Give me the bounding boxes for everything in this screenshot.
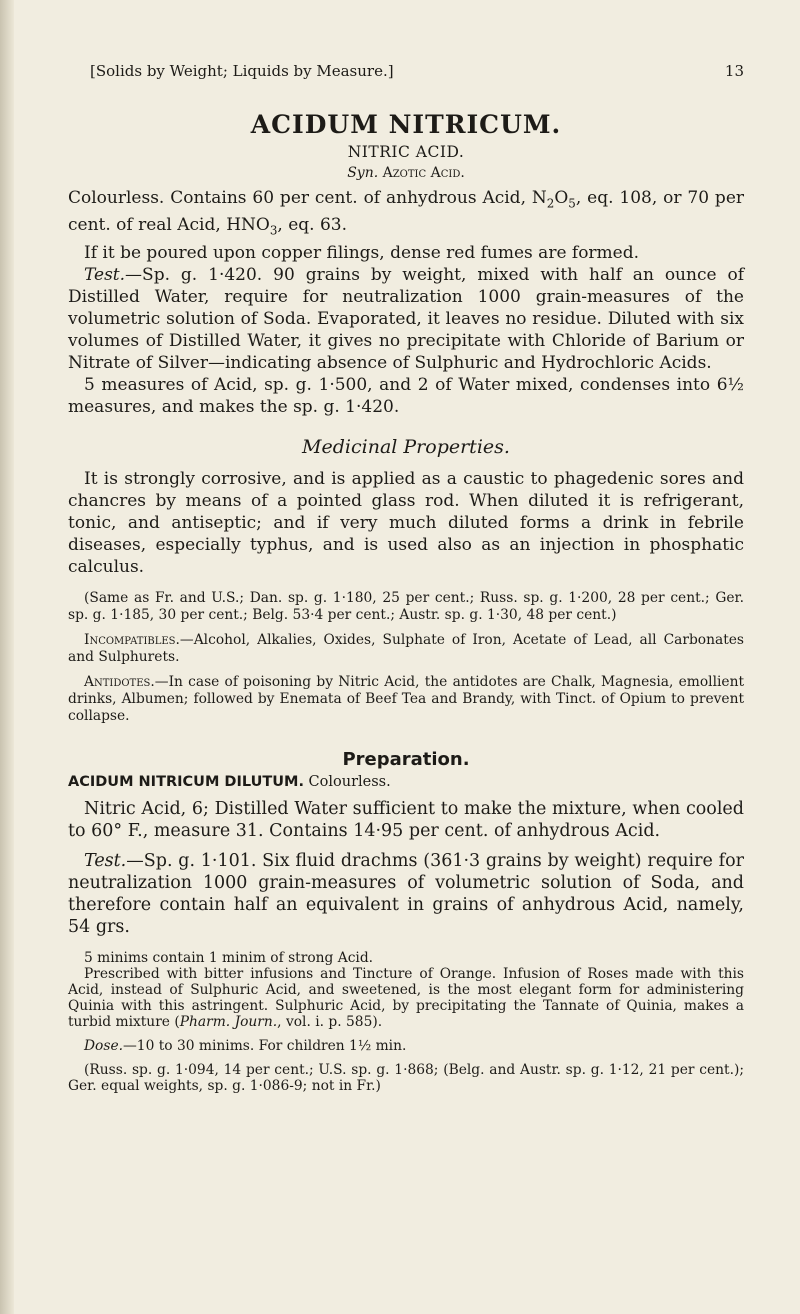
antidotes-paragraph xyxy=(68,674,744,725)
antidotes-text: —In case of poisoning by Nitric Acid, the antidotes are Chalk, Magnesia, emollient drinks, Albumen; followed by Enemata of Beef Tea and Brandy, with Tinct. of Opium to prevent collapse. xyxy=(68,673,744,724)
preparation-heading: Preparation. xyxy=(342,748,470,770)
preparation-name: ACIDUM NITRICUM DILUTUM. xyxy=(68,773,304,790)
page-content xyxy=(68,62,744,1094)
measures-paragraph: 5 measures of Acid, sp. g. 1·500, and 2 of Water mixed, condenses into 6½ measures, and makes the sp. g. 1·420. xyxy=(68,374,744,417)
composition-text-c: , eq. 108, or 70 per cent. of real Acid, HNO xyxy=(68,188,745,236)
composition-paragraph xyxy=(68,187,744,242)
formula-subscript: 5 xyxy=(568,196,576,211)
preparation-test-text: —Sp. g. 1·101. Six fluid drachms (361·3 grains by weight) require for neutralization 1000 grain-measures of volumetric solution of Soda, and therefore contain half an equivalent in grains of anhydrous Acid, namely, 54 grs. xyxy=(68,850,744,937)
composition-text-b: O xyxy=(554,188,569,208)
preparation-desc: Colourless. xyxy=(303,773,391,790)
dose-text: —10 to 30 minims. For children 1½ min. xyxy=(123,1037,407,1054)
formula-subscript: 3 xyxy=(269,223,278,238)
synonym-line xyxy=(68,165,744,181)
synonym-text: Azotic Acid. xyxy=(382,165,465,181)
medicinal-heading: Medicinal Properties. xyxy=(302,435,510,458)
page-number: 13 xyxy=(724,62,744,80)
test-label: Test. xyxy=(84,264,126,285)
composition-text-d: , eq. 63. xyxy=(277,215,347,236)
prescribed-text-b: , vol. i. p. 585). xyxy=(277,1013,383,1030)
formula-subscript: 2 xyxy=(546,196,555,211)
incompatibles-text: —Alcohol, Alkalies, Oxides, Sulphate of Iron, Acetate of Lead, all Carbonates and Sulphurets. xyxy=(68,631,744,665)
preparation-name-line xyxy=(68,774,744,790)
incompatibles-paragraph xyxy=(68,632,744,666)
preparation-paragraph: Nitric Acid, 6; Distilled Water sufficient to make the mixture, when cooled to 60° F., measure 31. Contains 14·95 per cent. of anhydrous Acid. xyxy=(68,798,744,841)
dose-label: Dose. xyxy=(84,1037,123,1054)
antidotes-label: Antidotes. xyxy=(84,673,155,690)
prescribed-text-a: Prescribed with bitter infusions and Tincture of Orange. Infusion of Roses made with this Acid, instead of Sulphuric Acid, and sweetened, is the most elegant form for administering Quinia with this astringent. Sulphuric Acid, by precipitating the Tannate of Quinia, makes a turbid mixture ( xyxy=(68,965,744,1030)
incompatibles-label: Incompatibles. xyxy=(84,631,180,648)
page-subtitle: NITRIC ACID. xyxy=(347,143,465,161)
test-paragraph xyxy=(68,264,744,374)
test-text: —Sp. g. 1·420. 90 grains by weight, mixed with half an ounce of Distilled Water, require for neutralization 1000 grain-measures of the volumetric solution of Soda. Evaporated, it leaves no residue. Diluted with six volumes of Distilled Water, it gives no precipitate with Chloride of Barium or Nitrate of Silver—indicating absence of Sulphuric and Hydrochloric Acids. xyxy=(68,264,744,373)
minims-paragraph: 5 minims contain 1 minim of strong Acid. xyxy=(84,949,374,966)
running-head xyxy=(90,62,744,80)
preparation-test-label: Test. xyxy=(84,850,127,871)
book-spine-shadow xyxy=(0,0,14,1314)
comparison-paragraph: (Same as Fr. and U.S.; Dan. sp. g. 1·180, 25 per cent.; Russ. sp. g. 1·200, 28 per cent.; Ger. sp. g. 1·185, 30 per cent.; Belg. 53·4 per cent.; Austr. sp. g. 1·30, 48 per cent.) xyxy=(68,589,744,623)
composition-text-a: Colourless. Contains 60 per cent. of anhydrous Acid, N xyxy=(68,188,547,208)
page-title: ACIDUM NITRICUM. xyxy=(250,110,562,139)
preparation-test-paragraph xyxy=(68,850,744,938)
prescribed-paragraph xyxy=(68,966,744,1030)
synonym-label: Syn. xyxy=(347,165,379,181)
running-head-title: [Solids by Weight; Liquids by Measure.] xyxy=(90,62,394,80)
copper-test-paragraph: If it be poured upon copper filings, dense red fumes are formed. xyxy=(84,242,640,263)
final-comparison-paragraph: (Russ. sp. g. 1·094, 14 per cent.; U.S. sp. g. 1·868; (Belg. and Austr. sp. g. 1·12, 21 per cent.); Ger. equal weights, sp. g. 1·086-9; not in Fr.) xyxy=(68,1061,744,1094)
medicinal-paragraph: It is strongly corrosive, and is applied as a caustic to phagedenic sores and chancres by means of a pointed glass rod. When diluted it is refrigerant, tonic, and antiseptic; and if very much diluted forms a drink in febrile diseases, especially typhus, and is used also as an injection in phosphatic calculus. xyxy=(68,468,744,577)
dose-paragraph xyxy=(68,1038,744,1054)
journal-reference: Pharm. Journ. xyxy=(179,1013,278,1030)
